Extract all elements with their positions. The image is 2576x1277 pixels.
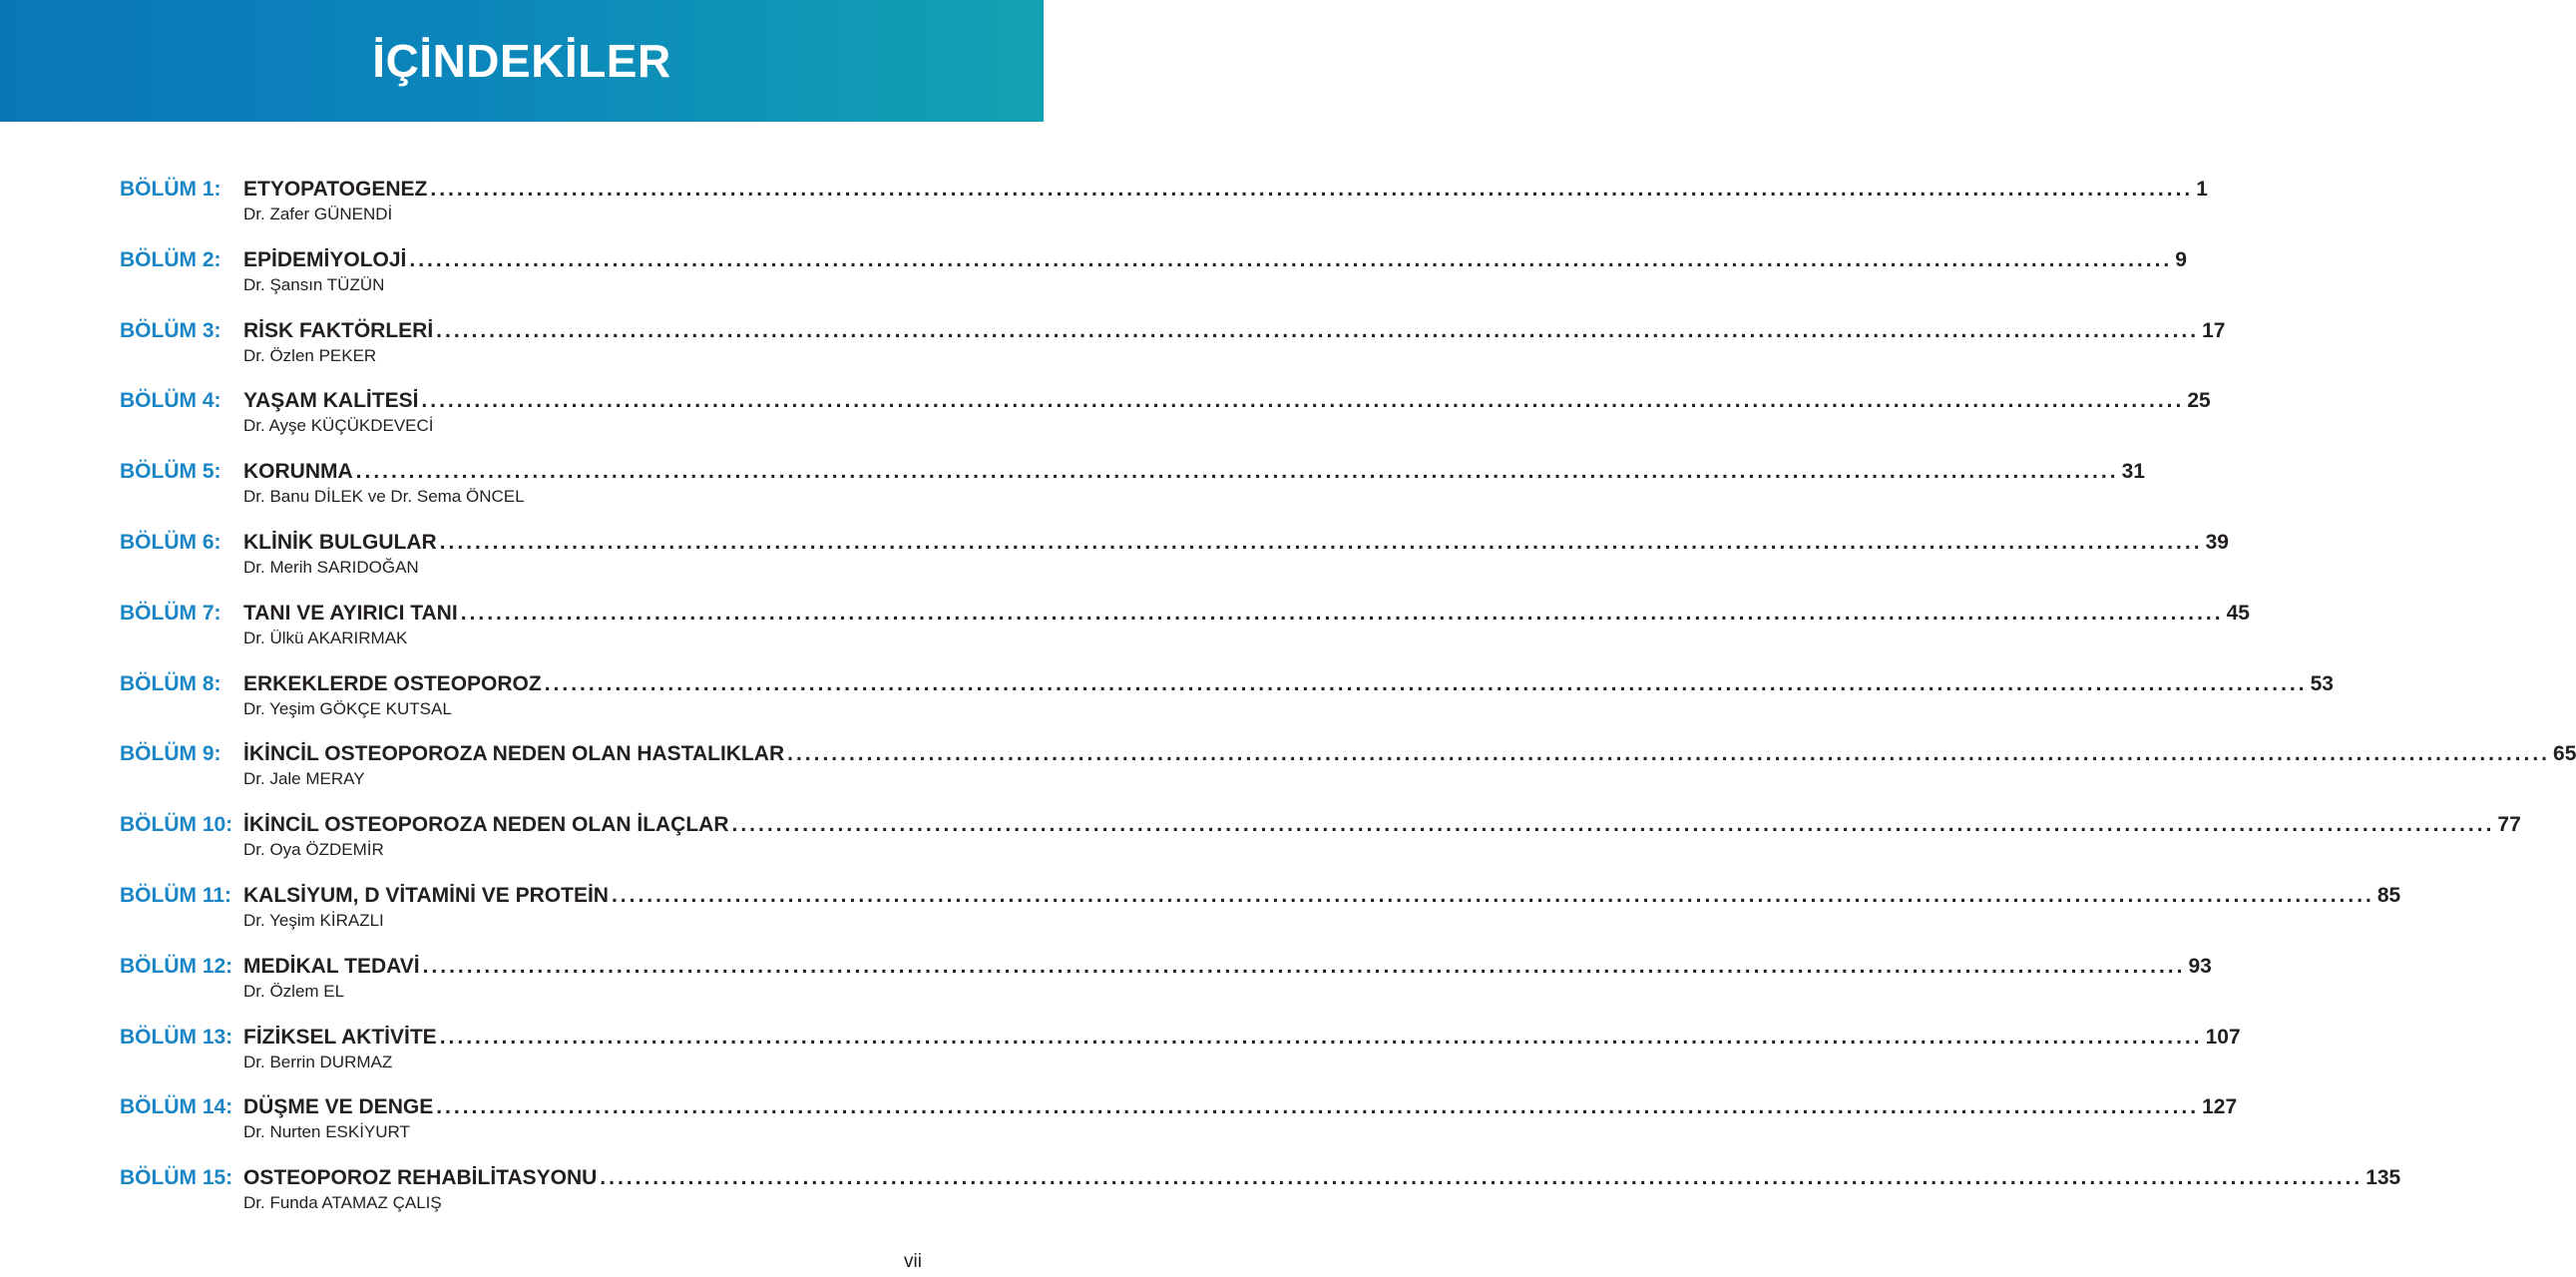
dot-leader: ........................................................................................................................................................................................................ [421,389,2185,413]
dot-leader: ........................................................................................................................................................................................................ [430,178,2194,201]
chapter-label: BÖLÜM 11: [120,883,232,907]
toc-entry[interactable] [120,247,2187,318]
footer-page-number: vii [904,1251,922,1272]
chapter-author: Dr. Funda ATAMAZ ÇALIŞ [243,1193,442,1213]
chapter-title[interactable]: EPİDEMİYOLOJİ [243,247,407,271]
chapter-author: Dr. Özlen PEKER [243,345,377,365]
dot-leader: ........................................................................................................................................................................................................ [544,671,2308,695]
chapter-title-row [243,318,2226,344]
chapter-title-row [243,177,2208,203]
page-title: İÇİNDEKİLER [372,35,671,87]
chapter-label: BÖLÜM 9: [120,742,221,766]
chapter-author: Dr. Merih SARIDOĞAN [243,557,419,577]
toc-entry[interactable] [120,388,2211,459]
chapter-label: BÖLÜM 2: [120,247,221,271]
chapter-title[interactable]: KALSİYUM, D VİTAMİNİ VE PROTEİN [243,883,609,907]
chapter-title[interactable]: ERKEKLERDE OSTEOPOROZ [243,671,542,695]
chapter-title-row [243,1025,2241,1051]
chapter-label: BÖLÜM 7: [120,601,221,625]
toc-entry[interactable] [120,177,2208,247]
dot-leader: ........................................................................................................................................................................................................ [787,742,2551,766]
chapter-label: BÖLÜM 13: [120,1025,233,1049]
chapter-title-row [243,247,2187,273]
chapter-label: BÖLÜM 12: [120,954,233,978]
chapter-author: Dr. Oya ÖZDEMİR [243,840,384,860]
chapter-title-row [243,1094,2238,1120]
chapter-author: Dr. Yeşim GÖKÇE KUTSAL [243,698,452,718]
dot-leader: ........................................................................................................................................................................................................ [439,1025,2203,1049]
dot-leader: ........................................................................................................................................................................................................ [439,530,2203,554]
chapter-page-number: 17 [2202,318,2226,342]
chapter-author: Dr. Şansın TÜZÜN [243,274,385,294]
dot-leader: ........................................................................................................................................................................................................ [436,1095,2200,1119]
chapter-page-number: 107 [2205,1025,2241,1049]
dot-leader: ........................................................................................................................................................................................................ [611,883,2374,907]
toc-entry[interactable] [120,1094,2238,1165]
chapter-author: Dr. Özlem EL [243,981,345,1001]
chapter-author: Dr. Ülkü AKARIRMAK [243,628,408,647]
dot-leader: ........................................................................................................................................................................................................ [436,318,2200,342]
chapter-page-number: 39 [2205,530,2229,554]
chapter-page-number: 77 [2497,813,2521,837]
toc-entry[interactable] [120,459,2145,530]
toc-entry[interactable] [120,741,2576,812]
toc-entry[interactable] [120,883,2401,954]
chapter-title-row [243,741,2576,767]
chapter-label: BÖLÜM 5: [120,460,221,484]
chapter-title[interactable]: ETYOPATOGENEZ [243,178,428,201]
toc-entry[interactable] [120,1165,2401,1236]
chapter-title[interactable]: DÜŞME VE DENGE [243,1095,434,1119]
chapter-title-row [243,388,2211,414]
chapter-title[interactable]: YAŞAM KALİTESİ [243,389,419,413]
chapter-title-row [243,601,2250,627]
chapter-author: Dr. Nurten ESKİYURT [243,1122,410,1142]
chapter-page-number: 135 [2365,1166,2401,1190]
chapter-page-number: 31 [2121,460,2145,484]
chapter-title[interactable]: İKİNCİL OSTEOPOROZA NEDEN OLAN HASTALIKLAR [243,742,785,766]
chapter-label: BÖLÜM 1: [120,178,221,201]
chapter-page-number: 93 [2188,954,2212,978]
header-banner [0,0,1044,122]
toc-entry[interactable] [120,601,2250,671]
chapter-label: BÖLÜM 14: [120,1095,233,1119]
toc-entry[interactable] [120,812,2521,883]
chapter-title[interactable]: RİSK FAKTÖRLERİ [243,318,434,342]
chapter-page-number: 65 [2553,742,2576,766]
toc-entry[interactable] [120,318,2226,389]
dot-leader: ........................................................................................................................................................................................................ [460,601,2224,625]
table-of-contents [120,177,2576,1236]
chapter-title-row [243,530,2229,556]
chapter-title[interactable]: KLİNİK BULGULAR [243,530,437,554]
chapter-title-row [243,671,2334,697]
chapter-author: Dr. Jale MERAY [243,769,365,789]
chapter-title[interactable]: OSTEOPOROZ REHABİLİTASYONU [243,1166,598,1190]
dot-leader: ........................................................................................................................................................................................................ [422,954,2186,978]
chapter-author: Dr. Banu DİLEK ve Dr. Sema ÖNCEL [243,487,525,507]
chapter-label: BÖLÜM 6: [120,530,221,554]
chapter-author: Dr. Ayşe KÜÇÜKDEVECİ [243,416,434,436]
chapter-label: BÖLÜM 4: [120,389,221,413]
toc-entry[interactable] [120,671,2334,742]
chapter-title[interactable]: FİZİKSEL AKTİVİTE [243,1025,437,1049]
chapter-page-number: 9 [2175,247,2187,271]
chapter-page-number: 45 [2226,601,2250,625]
chapter-page-number: 25 [2187,389,2211,413]
chapter-author: Dr. Yeşim KİRAZLI [243,910,384,930]
chapter-label: BÖLÜM 15: [120,1166,233,1190]
chapter-page-number: 1 [2196,178,2208,201]
chapter-label: BÖLÜM 8: [120,671,221,695]
chapter-title-row [243,883,2401,909]
chapter-page-number: 85 [2376,883,2401,907]
toc-entry[interactable] [120,530,2229,601]
dot-leader: ........................................................................................................................................................................................................ [355,460,2119,484]
chapter-title-row [243,1165,2401,1191]
chapter-title[interactable]: İKİNCİL OSTEOPOROZA NEDEN OLAN İLAÇLAR [243,813,729,837]
toc-entry[interactable] [120,954,2212,1025]
chapter-author: Dr. Berrin DURMAZ [243,1052,393,1071]
chapter-title-row [243,459,2145,485]
chapter-label: BÖLÜM 10: [120,813,233,837]
dot-leader: ........................................................................................................................................................................................................ [409,247,2173,271]
chapter-page-number: 53 [2310,671,2334,695]
chapter-title[interactable]: TANI VE AYIRICI TANI [243,601,458,625]
chapter-author: Dr. Zafer GÜNENDİ [243,205,393,223]
chapter-title-row [243,954,2212,980]
chapter-title[interactable]: MEDİKAL TEDAVİ [243,954,420,978]
chapter-label: BÖLÜM 3: [120,318,221,342]
chapter-title[interactable]: KORUNMA [243,460,353,484]
dot-leader: ........................................................................................................................................................................................................ [731,813,2495,837]
chapter-page-number: 127 [2202,1095,2238,1119]
dot-leader: ........................................................................................................................................................................................................ [600,1166,2363,1190]
toc-entry[interactable] [120,1025,2241,1095]
chapter-title-row [243,812,2521,838]
